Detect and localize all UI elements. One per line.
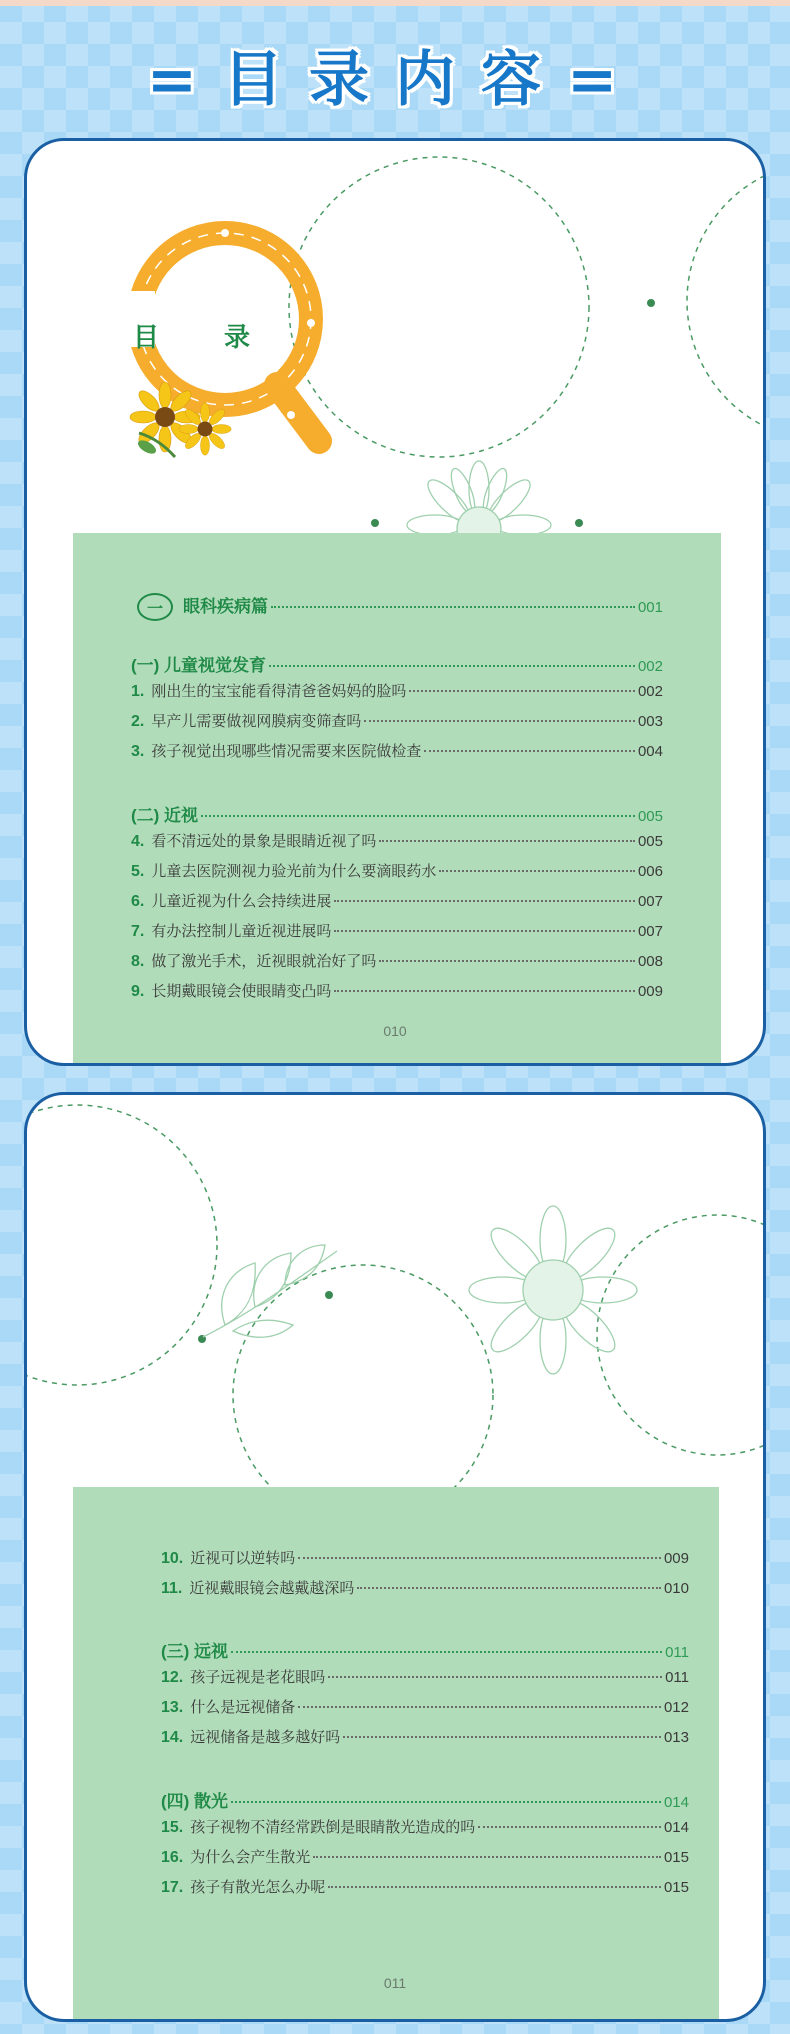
card2-decoration xyxy=(27,1095,766,1495)
dot-leader xyxy=(298,1706,661,1708)
section-page: 002 xyxy=(637,658,663,675)
item-page: 003 xyxy=(637,713,663,730)
section-row[interactable] xyxy=(161,1787,689,1812)
item-title: 儿童近视为什么会持续进展 xyxy=(151,893,332,910)
page-number: 011 xyxy=(383,1975,407,1991)
item-number: 14. xyxy=(161,1729,184,1746)
section-page: 005 xyxy=(637,808,663,825)
item-title: 早产儿需要做视网膜病变筛查吗 xyxy=(151,713,362,730)
item-number: 10. xyxy=(161,1550,184,1567)
item-title: 近视可以逆转吗 xyxy=(190,1550,296,1567)
toc-label: 目 录 xyxy=(133,323,279,353)
item-number: 5. xyxy=(131,863,145,880)
section-page: 014 xyxy=(663,1794,689,1811)
item-title: 儿童去医院测视力验光前为什么要滴眼药水 xyxy=(151,863,437,880)
toc-item[interactable] xyxy=(161,1726,689,1747)
toc-item[interactable] xyxy=(131,920,663,941)
chapter-row[interactable] xyxy=(137,591,663,619)
toc-item[interactable] xyxy=(161,1547,689,1568)
section-title: (一) 儿童视觉发育 xyxy=(131,656,267,675)
item-page: 007 xyxy=(637,893,663,910)
item-page: 004 xyxy=(637,743,663,760)
item-page: 013 xyxy=(663,1729,689,1746)
item-number: 13. xyxy=(161,1699,184,1716)
dot-leader xyxy=(231,1651,662,1653)
item-number: 15. xyxy=(161,1819,184,1836)
toc-item[interactable] xyxy=(131,740,663,761)
dot-leader xyxy=(298,1557,661,1559)
item-number: 11. xyxy=(161,1580,183,1597)
dot-leader xyxy=(334,900,635,902)
item-page: 008 xyxy=(637,953,663,970)
page-number: 010 xyxy=(383,1023,407,1039)
item-page: 005 xyxy=(637,833,663,850)
item-number: 9. xyxy=(131,983,145,1000)
dot-leader xyxy=(313,1856,661,1858)
toc-item[interactable] xyxy=(131,950,663,971)
page-title: =目录内容= xyxy=(146,45,644,115)
toc-item[interactable] xyxy=(161,1846,689,1867)
dot-leader xyxy=(271,606,635,608)
item-title: 刚出生的宝宝能看得清爸爸妈妈的脸吗 xyxy=(151,683,407,700)
item-title: 孩子视物不清经常跌倒是眼睛散光造成的吗 xyxy=(190,1819,476,1836)
leaf-branch-icon xyxy=(203,1245,337,1337)
item-title: 孩子远视是老花眼吗 xyxy=(190,1669,326,1686)
item-number: 6. xyxy=(131,893,145,910)
item-page: 011 xyxy=(665,1669,689,1686)
dot-leader xyxy=(328,1886,661,1888)
dot-leader xyxy=(379,840,635,842)
section-row[interactable] xyxy=(131,651,663,676)
item-number: 7. xyxy=(131,923,145,940)
item-title: 为什么会产生散光 xyxy=(190,1849,311,1866)
item-page: 012 xyxy=(663,1699,689,1716)
item-page: 010 xyxy=(663,1580,689,1597)
item-number: 2. xyxy=(131,713,145,730)
dot-leader xyxy=(364,720,635,722)
item-number: 8. xyxy=(131,953,145,970)
dot-leader xyxy=(334,990,635,992)
item-number: 16. xyxy=(161,1849,184,1866)
toc-item[interactable] xyxy=(131,680,663,701)
section-page: 011 xyxy=(665,1644,689,1661)
toc-item[interactable] xyxy=(161,1666,689,1687)
toc-page-010 xyxy=(24,138,766,1066)
section-row[interactable] xyxy=(131,801,663,826)
item-title: 什么是远视储备 xyxy=(190,1699,296,1716)
top-strip xyxy=(0,0,790,6)
sunflower-outline-icon xyxy=(469,1206,637,1374)
item-title: 有办法控制儿童近视进展吗 xyxy=(151,923,332,940)
item-number: 3. xyxy=(131,743,145,760)
item-title: 孩子视觉出现哪些情况需要来医院做检查 xyxy=(151,743,422,760)
item-page: 015 xyxy=(663,1849,689,1866)
item-number: 4. xyxy=(131,833,145,850)
toc-item[interactable] xyxy=(131,710,663,731)
item-number: 17. xyxy=(161,1879,184,1896)
chapter-marker: 一 xyxy=(137,593,173,621)
toc-item[interactable] xyxy=(131,890,663,911)
dot-leader xyxy=(269,665,635,667)
dot-leader xyxy=(439,870,635,872)
toc-item[interactable] xyxy=(131,860,663,881)
dashed-circle-left xyxy=(24,1105,217,1385)
item-page: 006 xyxy=(637,863,663,880)
dot-leader xyxy=(379,960,635,962)
toc-item[interactable] xyxy=(131,830,663,851)
dashed-circle-large xyxy=(289,157,589,457)
item-page: 009 xyxy=(637,983,663,1000)
toc-item[interactable] xyxy=(161,1876,689,1897)
item-page: 009 xyxy=(663,1550,689,1567)
dot-leader xyxy=(328,1676,662,1678)
dot-leader xyxy=(424,750,635,752)
item-number: 12. xyxy=(161,1669,184,1686)
item-title: 长期戴眼镜会使眼睛变凸吗 xyxy=(151,983,332,1000)
item-page: 007 xyxy=(637,923,663,940)
item-title: 看不清远处的景象是眼睛近视了吗 xyxy=(151,833,377,850)
item-number: 1. xyxy=(131,683,145,700)
toc-item[interactable] xyxy=(161,1696,689,1717)
dashed-circle-right xyxy=(687,161,766,441)
dot-leader xyxy=(201,815,635,817)
dot-leader xyxy=(357,1587,661,1589)
dot-leader xyxy=(343,1736,661,1738)
dashed-circle-middle xyxy=(233,1265,493,1525)
item-page: 002 xyxy=(637,683,663,700)
section-title: (二) 近视 xyxy=(131,806,199,825)
chapter-title: 眼科疾病篇 xyxy=(183,596,268,616)
sunflower-icon xyxy=(179,403,232,456)
toc-item[interactable] xyxy=(161,1816,689,1837)
dashed-circle-right xyxy=(597,1215,766,1455)
item-page: 014 xyxy=(663,1819,689,1836)
item-title: 远视储备是越多越好吗 xyxy=(190,1729,341,1746)
dot-leader xyxy=(478,1826,661,1828)
dot-leader xyxy=(334,930,635,932)
toc-page-011 xyxy=(24,1092,766,2022)
section-row[interactable] xyxy=(161,1637,689,1662)
toc-item[interactable] xyxy=(131,980,663,1001)
toc-item[interactable] xyxy=(161,1577,689,1598)
item-title: 做了激光手术，近视眼就治好了吗 xyxy=(151,953,377,970)
item-page: 015 xyxy=(663,1879,689,1896)
item-title: 近视戴眼镜会越戴越深吗 xyxy=(189,1580,355,1597)
item-title: 孩子有散光怎么办呢 xyxy=(190,1879,326,1896)
section-title: (三) 远视 xyxy=(161,1642,229,1661)
dot-leader xyxy=(231,1801,661,1803)
section-title: (四) 散光 xyxy=(161,1792,229,1811)
dot-leader xyxy=(409,690,635,692)
chapter-page: 001 xyxy=(637,598,663,616)
